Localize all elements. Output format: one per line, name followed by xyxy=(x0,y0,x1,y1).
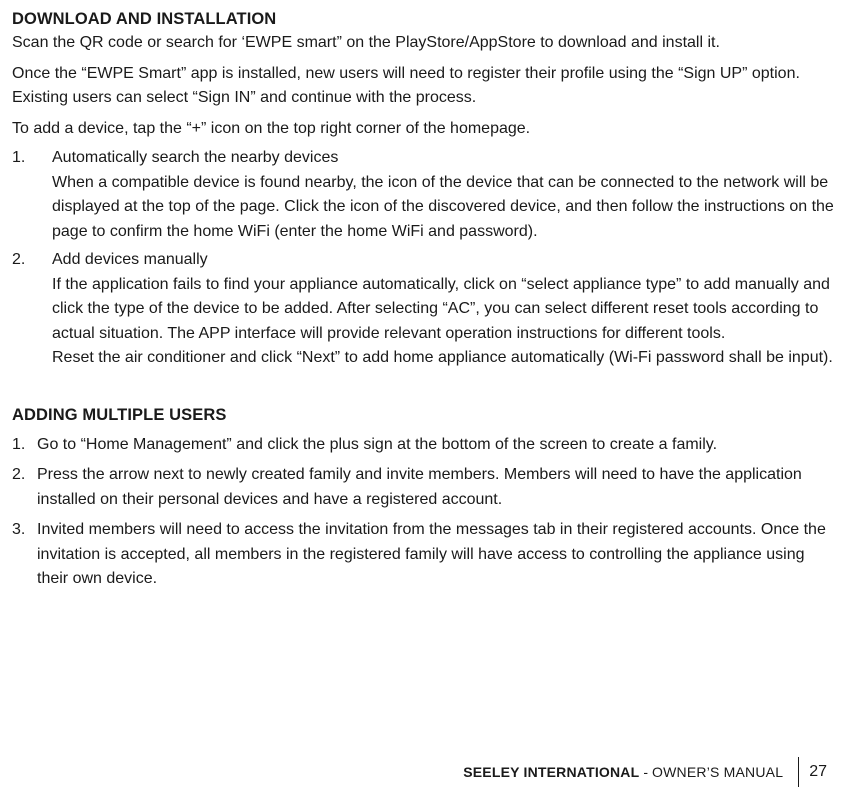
step-number: 1. xyxy=(12,435,26,453)
step-number: 3. xyxy=(12,521,26,538)
step-body: Reset the air conditioner and click “Next” to add home appliance automatically (Wi-Fi password shall be input). xyxy=(52,349,833,366)
section-title-download-installation: DOWNLOAD AND INSTALLATION xyxy=(12,10,277,28)
step-number: 1. xyxy=(12,149,26,166)
step-body: When a compatible device is found nearby, the icon of the device that can be connected to the network will be displayed at the top of the page. Click the icon of the discovered device, and then follow the instructions on the page to confirm the home WiFi (enter the home WiFi and password). xyxy=(52,173,834,240)
paragraph-scan-qr: Scan the QR code or search for ‘EWPE smart” on the PlayStore/AppStore to download and install it. xyxy=(12,34,720,51)
users-step-3 xyxy=(12,518,837,592)
page-footer xyxy=(463,757,827,787)
footer-manual-label: OWNER’S MANUAL xyxy=(652,764,784,780)
paragraph-register: Once the “EWPE Smart” app is installed, new users will need to register their profile using the “Sign UP” option. Existing users can select “Sign IN” and continue with the process. xyxy=(12,64,800,106)
step-heading: Add devices manually xyxy=(52,251,208,268)
manual-page xyxy=(12,0,837,592)
install-step-2 xyxy=(12,248,837,371)
paragraph-add-device: To add a device, tap the “+” icon on the top right corner of the homepage. xyxy=(12,119,531,137)
section-title-adding-users: ADDING MULTIPLE USERS xyxy=(12,405,227,424)
install-steps-list xyxy=(12,146,837,371)
footer-divider xyxy=(798,757,799,787)
step-number: 2. xyxy=(12,466,26,483)
step-body: If the application fails to find your appliance automatically, click on “select appliance type” to add manually and click the type of the device to be added. After selecting “AC”, you can select different reset tools according to actual situation. The APP interface will provide relevant operation instructions for different tools. xyxy=(52,275,830,342)
step-number: 2. xyxy=(12,251,26,268)
users-step-1 xyxy=(12,433,837,458)
install-step-1 xyxy=(12,146,837,244)
step-heading: Automatically search the nearby devices xyxy=(52,149,339,166)
footer-brand: SEELEY INTERNATIONAL xyxy=(463,764,640,780)
users-step-2 xyxy=(12,463,837,512)
page-number: 27 xyxy=(809,763,827,780)
users-steps-list xyxy=(12,433,837,592)
footer-separator: - xyxy=(643,764,649,780)
step-text: Press the arrow next to newly created family and invite members. Members will need to have the application installed on their personal devices and have a registered account. xyxy=(37,466,802,508)
step-text: Go to “Home Management” and click the plus sign at the bottom of the screen to create a family. xyxy=(37,435,718,453)
step-text: Invited members will need to access the invitation from the messages tab in their registered accounts. Once the invitation is accepted, all members in the registered family will have access to controlling the appliance using their own device. xyxy=(37,521,826,587)
